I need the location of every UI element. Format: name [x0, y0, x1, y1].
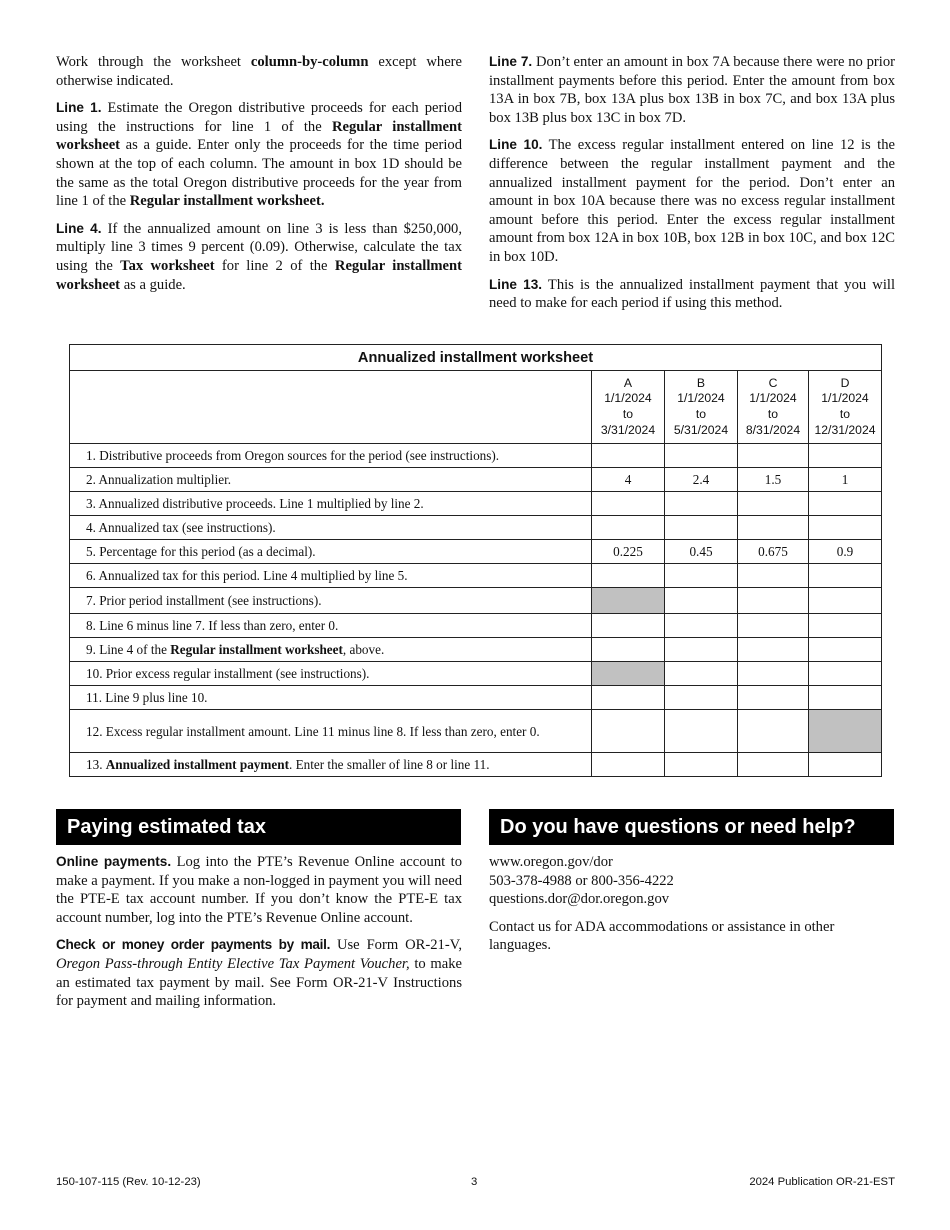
line4-text: If the annualized amount on line 3 is less than $250,000, multiply line 3 times 9 percent (0.09). Otherwise, calculate the tax using the: [56, 220, 463, 274]
worksheet-row-5: [70, 540, 882, 564]
box-12a[interactable]: [592, 710, 665, 753]
box-5a: 0.225: [592, 540, 665, 564]
page-number: 3: [471, 1176, 478, 1188]
worksheet-row-4: [70, 516, 882, 540]
row-label: [70, 753, 592, 777]
worksheet-row-8: [70, 614, 882, 638]
box-13b[interactable]: [665, 753, 738, 777]
publication-name: 2024 Publication OR-21-EST: [749, 1176, 895, 1188]
worksheet-row-6: [70, 564, 882, 588]
box-2d: 1: [809, 468, 882, 492]
row-label: 4. Annualized tax (see instructions).: [70, 516, 592, 540]
column-letter: B: [696, 375, 706, 390]
column-from-date: 1/1/2024: [677, 391, 725, 406]
ada-paragraph: Contact us for ADA accommodations or assistance in other languages.: [489, 918, 835, 954]
box-12b[interactable]: [665, 710, 738, 753]
line4-lead: Line 4.: [56, 220, 102, 236]
row-label: [70, 638, 592, 662]
box-13a[interactable]: [592, 753, 665, 777]
row-label: 11. Line 9 plus line 10.: [70, 686, 592, 710]
contact-block: [489, 853, 895, 909]
box-7c[interactable]: [738, 588, 809, 614]
box-6d[interactable]: [809, 564, 882, 588]
box-1a[interactable]: [592, 444, 665, 468]
box-10b[interactable]: [665, 662, 738, 686]
row-label: 1. Distributive proceeds from Oregon sources for the period (see instructions).: [70, 444, 592, 468]
row-label: 2. Annualization multiplier.: [70, 468, 592, 492]
worksheet-row-9: [70, 638, 882, 662]
column-to-word: to: [767, 407, 779, 421]
line10-text: The excess regular installment entered on line 12 is the difference between the regular installment payment and the annualized installment payment for the period. Don’t enter an amount in box 10A because there was no excess regular installment amount before this period. Enter the excess regular installment amount from box 12A in box 10B, box 12B in box 10C, and box 12C in box 10D.: [489, 137, 895, 265]
check-payments-text: to make an estimated tax payment by mail. See Form OR-21-V Instructions for payment and mailing information.: [56, 955, 462, 1010]
box-3c[interactable]: [738, 492, 809, 516]
voucher-title: Oregon Pass-through Entity Elective Tax Payment Voucher,: [56, 955, 410, 972]
box-10a-shaded: [592, 662, 665, 686]
box-4b[interactable]: [665, 516, 738, 540]
box-3a[interactable]: [592, 492, 665, 516]
website-link[interactable]: www.oregon.gov/dor: [489, 854, 613, 870]
column-from-date: 1/1/2024: [604, 391, 652, 406]
row-label-text: , above.: [342, 642, 385, 657]
box-7b[interactable]: [665, 588, 738, 614]
box-2c: 1.5: [738, 468, 809, 492]
box-9a[interactable]: [592, 638, 665, 662]
line1-ref: Regular installment worksheet: [56, 118, 462, 154]
row-label: 8. Line 6 minus line 7. If less than zero, enter 0.: [70, 614, 592, 638]
worksheet-column-headers: [70, 371, 882, 444]
column-from-date: 1/1/2024: [749, 391, 797, 406]
line13-lead: Line 13.: [489, 276, 543, 292]
box-8b[interactable]: [665, 614, 738, 638]
intro-text: except where otherwise indicated.: [56, 54, 463, 89]
column-to-word: to: [622, 407, 634, 421]
column-to-date: 8/31/2024: [745, 422, 801, 437]
box-11c[interactable]: [738, 686, 809, 710]
row-label: 6. Annualized tax for this period. Line 4 multiplied by line 5.: [70, 564, 592, 588]
line13-text: This is the annualized installment payment that you will need to make for each period if using this method.: [489, 276, 895, 312]
column-header-c: [738, 371, 809, 444]
row-label: 3. Annualized distributive proceeds. Line 1 multiplied by line 2.: [70, 492, 592, 516]
box-2b: 2.4: [665, 468, 738, 492]
check-payments-text: Use Form OR-21-V,: [330, 937, 462, 954]
row-label: 7. Prior period installment (see instructions).: [70, 588, 592, 614]
box-9b[interactable]: [665, 638, 738, 662]
worksheet-row-3: [70, 492, 882, 516]
box-6b[interactable]: [665, 564, 738, 588]
line7-lead: Line 7.: [489, 54, 533, 69]
box-9c[interactable]: [738, 638, 809, 662]
column-to-date: 3/31/2024: [600, 422, 656, 437]
box-5c: 0.675: [738, 540, 809, 564]
box-8a[interactable]: [592, 614, 665, 638]
paying-section-body: [56, 853, 462, 1020]
help-section-header: Do you have questions or need help?: [489, 809, 894, 845]
column-header-d: [809, 371, 882, 444]
phone-numbers: 503-378-4988 or 800-356-4222: [489, 872, 674, 889]
row-label-text: 12. Excess regular installment amount. Line 11 minus line 8. If less than zero, enter 0.: [86, 723, 540, 739]
box-5d: 0.9: [809, 540, 882, 564]
box-4a[interactable]: [592, 516, 665, 540]
worksheet-row-13: [70, 753, 882, 777]
annualized-installment-worksheet: [69, 344, 882, 777]
box-8d[interactable]: [809, 614, 882, 638]
column-to-word: to: [839, 407, 851, 421]
row-label: 10. Prior excess regular installment (see instructions).: [70, 662, 592, 686]
line1-ref: Regular installment worksheet.: [129, 193, 325, 210]
line7-text: Don’t enter an amount in box 7A because there were no prior installment payments before this period. Enter the amount from box 13A in box 7B, box 13A plus box 13B in box 7C, and box 13A plus box 13B plus box 13C in box 7D.: [489, 54, 896, 126]
row-label-ref: Regular installment worksheet: [170, 642, 343, 657]
online-payments-text: Log into the PTE’s Revenue Online account to make a payment. If you make a non-logged in payment you will need the PTE-E tax account number. If you don’t know the PTE-E tax account number, log into the PTE’s Revenue Online account.: [56, 854, 462, 926]
box-12c[interactable]: [738, 710, 809, 753]
box-2a: 4: [592, 468, 665, 492]
box-1b[interactable]: [665, 444, 738, 468]
header-blank-cell: [70, 371, 592, 444]
online-payments-lead: Online payments.: [56, 854, 172, 869]
intro-emphasis: column-by-column: [250, 54, 369, 70]
column-to-word: to: [695, 407, 707, 421]
column-header-b: [665, 371, 738, 444]
intro-paragraph: [56, 53, 462, 90]
box-6c[interactable]: [738, 564, 809, 588]
box-4d[interactable]: [809, 516, 882, 540]
intro-text: Work through the worksheet: [56, 54, 251, 70]
column-to-date: 12/31/2024: [814, 422, 876, 437]
worksheet-title: Annualized installment worksheet: [70, 345, 882, 371]
worksheet-row-7: [70, 588, 882, 614]
box-12d-shaded: [809, 710, 882, 753]
check-payments-paragraph: [56, 936, 462, 1010]
paying-section-header: Paying estimated tax: [56, 809, 461, 845]
intro-left-column: [56, 53, 462, 303]
worksheet-row-2: [70, 468, 882, 492]
box-3d[interactable]: [809, 492, 882, 516]
worksheet-row-12: [70, 710, 882, 753]
box-11b[interactable]: [665, 686, 738, 710]
box-4c[interactable]: [738, 516, 809, 540]
line4-text: for line 2 of the: [214, 257, 335, 274]
line4-text: as a guide.: [120, 276, 186, 293]
email-link[interactable]: questions.dor@dor.oregon.gov: [489, 891, 670, 908]
row-label-ref: Annualized installment payment: [105, 757, 289, 772]
line1-text: Estimate the Oregon distributive proceeds for each period using the instructions for line 1 of the: [56, 100, 463, 135]
row-label-text: 13.: [86, 757, 106, 772]
box-13c[interactable]: [738, 753, 809, 777]
column-letter: A: [623, 375, 633, 390]
form-number: 150-107-115 (Rev. 10-12-23): [56, 1176, 201, 1188]
online-payments-paragraph: [56, 853, 462, 927]
column-to-date: 5/31/2024: [673, 422, 729, 437]
line4-ref: Tax worksheet: [120, 257, 215, 274]
box-13d[interactable]: [809, 753, 882, 777]
worksheet-row-1: [70, 444, 882, 468]
line4-ref: Regular installment worksheet: [56, 257, 462, 293]
box-8c[interactable]: [738, 614, 809, 638]
column-from-date: 1/1/2024: [821, 391, 869, 406]
row-label-text: . Enter the smaller of line 8 or line 11.: [288, 757, 490, 772]
box-10c[interactable]: [738, 662, 809, 686]
box-3b[interactable]: [665, 492, 738, 516]
box-11a[interactable]: [592, 686, 665, 710]
box-7a-shaded: [592, 588, 665, 614]
line1-lead: Line 1.: [56, 100, 102, 116]
box-11d[interactable]: [809, 686, 882, 710]
line1-text: as a guide. Enter only the proceeds for the time period shown at the top of each column. The amount in box 1D should be the same as the total Oregon distributive proceeds for the year from line 1 of the: [56, 137, 462, 210]
box-1c[interactable]: [738, 444, 809, 468]
worksheet-row-11: [70, 686, 882, 710]
row-label: 5. Percentage for this period (as a decimal).: [70, 540, 592, 564]
line1-paragraph: [56, 99, 462, 211]
intro-right-column: [489, 53, 895, 322]
row-label-text: 9. Line 4 of the: [86, 642, 171, 657]
column-header-a: [592, 371, 665, 444]
help-section-body: [489, 853, 895, 964]
worksheet-row-10: [70, 662, 882, 686]
box-9d[interactable]: [809, 638, 882, 662]
line7-paragraph: [489, 53, 895, 127]
line4-paragraph: [56, 220, 462, 294]
line10-paragraph: [489, 136, 895, 266]
column-letter: C: [768, 375, 778, 390]
box-7d[interactable]: [809, 588, 882, 614]
box-5b: 0.45: [665, 540, 738, 564]
box-10d[interactable]: [809, 662, 882, 686]
row-label: [70, 710, 592, 753]
box-6a[interactable]: [592, 564, 665, 588]
line13-paragraph: [489, 276, 895, 313]
line10-lead: Line 10.: [489, 137, 543, 153]
column-letter: D: [840, 375, 850, 390]
box-1d[interactable]: [809, 444, 882, 468]
check-payments-lead: Check or money order payments by mail.: [56, 937, 331, 953]
